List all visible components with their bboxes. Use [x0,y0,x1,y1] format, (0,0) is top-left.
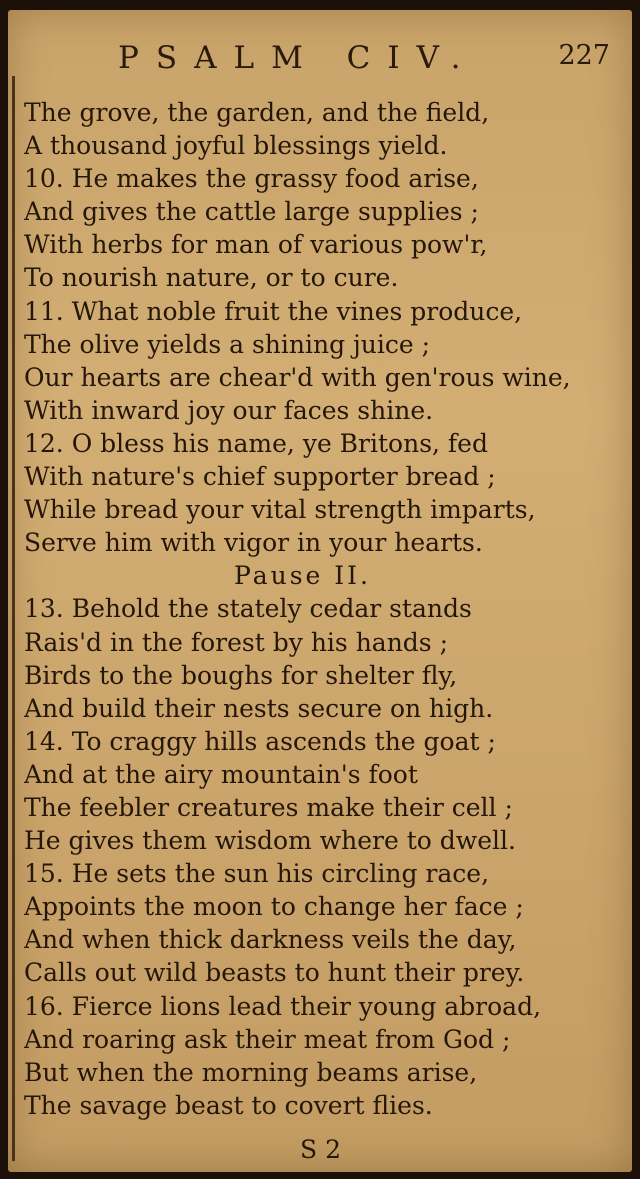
verse-line: With nature's chief supporter bread ; [24,462,496,492]
verse-line: And at the airy mountain's foot [24,759,418,789]
verse-line: 15. He sets the sun his circling race, [24,859,490,889]
verse-line: Appoints the moon to change her face ; [24,892,524,922]
left-rule [12,76,15,1161]
verse-line: The savage beast to covert flies. [24,1090,433,1120]
psalm-text [24,96,624,1122]
verse-line: 12. O bless his name, ye Britons, fed [24,428,488,458]
verse-line: 10. He makes the grassy food arise, [24,164,479,194]
verse-line: Our hearts are chear'd with gen'rous wine, [24,362,571,392]
verse-line: Serve him with vigor in your hearts. [24,528,483,558]
verse-line: The grove, the garden, and the field, [24,98,490,127]
verse-line: To nourish nature, or to cure. [24,263,399,293]
page-header [8,40,632,80]
verse-line: 11. What noble fruit the vines produce, [24,296,523,326]
verse-line: With herbs for man of various pow'r, [24,230,488,260]
verse-line: And gives the cattle large supplies ; [24,197,479,227]
verse-line: And when thick darkness veils the day, [24,925,517,955]
verse-line: And build their nests secure on high. [24,693,494,723]
verse-line: Birds to the boughs for shelter fly, [24,660,458,690]
verse-line: 13. Behold the stately cedar stands [24,594,472,624]
running-title: PSALM CIV. [118,40,478,76]
verse-line: A thousand joyful blessings yield. [24,131,448,161]
verse-line: Rais'd in the forest by his hands ; [24,627,449,657]
verse-line: The feebler creatures make their cell ; [24,792,513,822]
verse-line: But when the morning beams arise, [24,1057,478,1087]
verse-line: Calls out wild beasts to hunt their prey. [24,958,525,988]
section-heading: Pause II. [234,561,371,591]
verse-line: With inward joy our faces shine. [24,395,434,425]
verse-line: And roaring ask their meat from God ; [24,1024,511,1054]
verse-line: 14. To craggy hills ascends the goat ; [24,726,496,756]
verse-line: The olive yields a shining juice ; [24,329,431,359]
book-page [8,10,632,1172]
verse-line: While bread your vital strength imparts, [24,495,536,525]
signature-mark: S 2 [300,1135,341,1164]
verse-line: 16. Fierce lions lead their young abroad, [24,991,542,1021]
verse-line: He gives them wisdom where to dwell. [24,826,516,856]
page-number: 227 [558,40,610,71]
